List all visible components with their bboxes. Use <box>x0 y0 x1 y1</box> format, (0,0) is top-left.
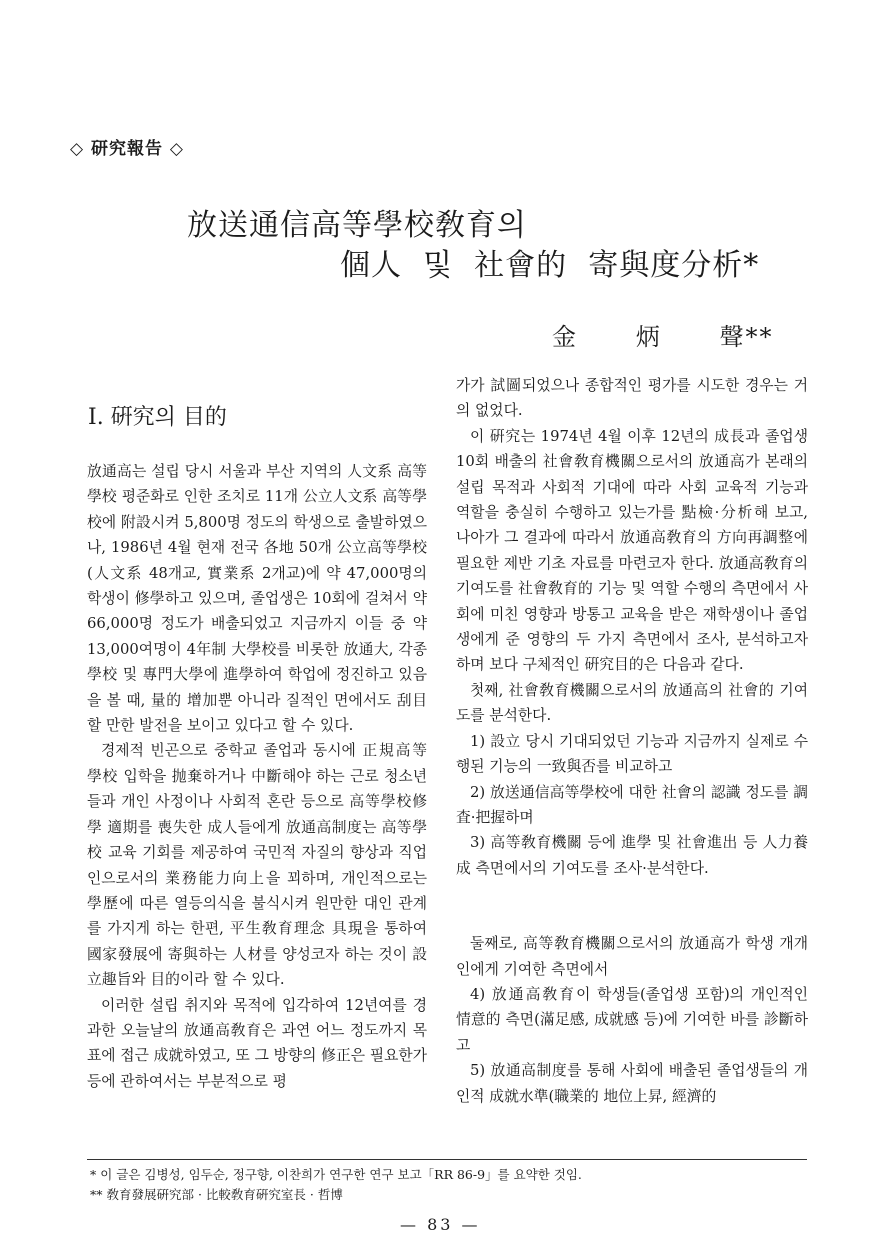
list-item: 4) 放通高敎育이 학생들(졸업생 포함)의 개인적인 情意的 측면(滿足感, 成就感 등)에 기여한 바를 診斷하고 <box>456 985 808 1054</box>
paragraph: 放通高는 설립 당시 서울과 부산 지역의 人文系 高等學校 평준화로 인한 조치로 11개 公立人文系 高等學校에 附設시켜 5,800명 정도의 학생으로 출발하였으나, 1986년 4월 현재 전국 各地 50개 公立高等學校(人文系 48개교, 實業系 2개교)에 약 47,000명의 학생이 修學하고 있으며, 졸업생은 10회에 걸쳐서 약 66,000명 정도가 배출되었고 지금까지 이들 중 약 13,000여명이 4年制 大學校를 비롯한 放通大, 각종 學校 및 專門大學에 進學하여 학업에 정진하고 있음을 볼 때, 量的 增加뿐 아니라 질적인 면에서도 刮目할 만한 발전을 보이고 있다고 할 수 있다. <box>87 463 427 735</box>
section-tag: ◇ 研究報告 ◇ <box>70 139 184 159</box>
page-number: — 83 — <box>400 1215 481 1234</box>
author: 金 炳 聲** <box>552 323 774 351</box>
footnote: * 이 글은 김병성, 임두순, 정구향, 이찬희가 연구한 연구 보고「RR 86-9」를 요약한 것임. <box>90 1167 582 1182</box>
title-line-1: 放送通信高等學校敎育의 <box>187 208 527 243</box>
paragraph: 둘째로, 高等敎育機關으로서의 放通高가 학생 개개인에게 기여한 측면에서 <box>456 935 808 978</box>
list-item: 2) 放送通信高等學校에 대한 社會의 認識 정도를 調査·把握하며 <box>456 783 808 826</box>
right-column <box>456 373 808 1109</box>
list-item: 3) 高等敎育機關 등에 進學 및 社會進出 등 人力養成 측면에서의 기여도를 조사·분석한다. <box>456 834 808 877</box>
title-line-2: 個人 및 社會的 寄與度分析* <box>340 248 760 283</box>
paragraph: 첫째, 社會敎育機關으로서의 放通高의 社會的 기여도를 분석한다. <box>456 681 808 725</box>
paragraph: 가가 試圖되었으나 종합적인 평가를 시도한 경우는 거의 없었다. <box>456 377 808 420</box>
list-item: 5) 放通高制度를 통해 사회에 배출된 졸업생들의 개인적 成就水準(職業的 地位上昇, 經濟的 <box>456 1062 808 1105</box>
footnote-rule <box>87 1159 807 1160</box>
section-heading: Ⅰ. 硏究의 目的 <box>88 405 227 430</box>
spacer <box>456 881 808 931</box>
paragraph: 이 硏究는 1974년 4월 이후 12년의 成長과 졸업생 10회 배출의 社會敎育機關으로서의 放通高가 본래의 설립 목적과 사회적 기대에 따라 사회 교육적 기능과 역할을 충실히 수행하고 있는가를 點檢·分析해 보고, 나아가 그 결과에 따라서 放通高敎育의 方向再調整에 필요한 제반 기초 자료를 마련코자 한다. 放通高敎育의 기여도를 社會敎育的 기능 및 역할 수행의 측면에서 사회에 미친 영향과 방통고 교육을 받은 재학생이나 졸업생에게 준 영향의 두 가지 측면에서 조사, 분석하고자 하며 보다 구체적인 硏究目的은 다음과 같다. <box>456 427 808 674</box>
footnote: ** 敎育發展硏究部 · 比較敎育硏究室長 · 哲博 <box>90 1187 343 1202</box>
paragraph: 경제적 빈곤으로 중학교 졸업과 동시에 正規高等學校 입학을 抛棄하거나 中斷해야 하는 근로 청소년들과 개인 사정이나 사회적 혼란 등으로 高等學校修學 適期를 喪失한 成人들에게 放通高制度는 高等學校 교육 기회를 제공하여 국민적 자질의 향상과 직업인으로서의 業務能力向上을 꾀하며, 개인적으로는 學歷에 따른 열등의식을 불식시켜 원만한 대인 관계를 가지게 하는 한편, 平生敎育理念 具現을 통하여 國家發展에 寄與하는 人材를 양성코자 하는 것이 設立趣旨와 目的이라 할 수 있다. <box>87 742 427 989</box>
left-column <box>87 459 427 1094</box>
paragraph: 이러한 설립 취지와 목적에 입각하여 12년여를 경과한 오늘날의 放通高敎育은 과연 어느 정도까지 목표에 접근 成就하였고, 또 그 방향의 修正은 필요한가 등에 관하여서는 부분적으로 평 <box>87 996 427 1090</box>
list-item: 1) 設立 당시 기대되었던 기능과 지금까지 실제로 수행된 기능의 一致與否를 비교하고 <box>456 732 808 776</box>
